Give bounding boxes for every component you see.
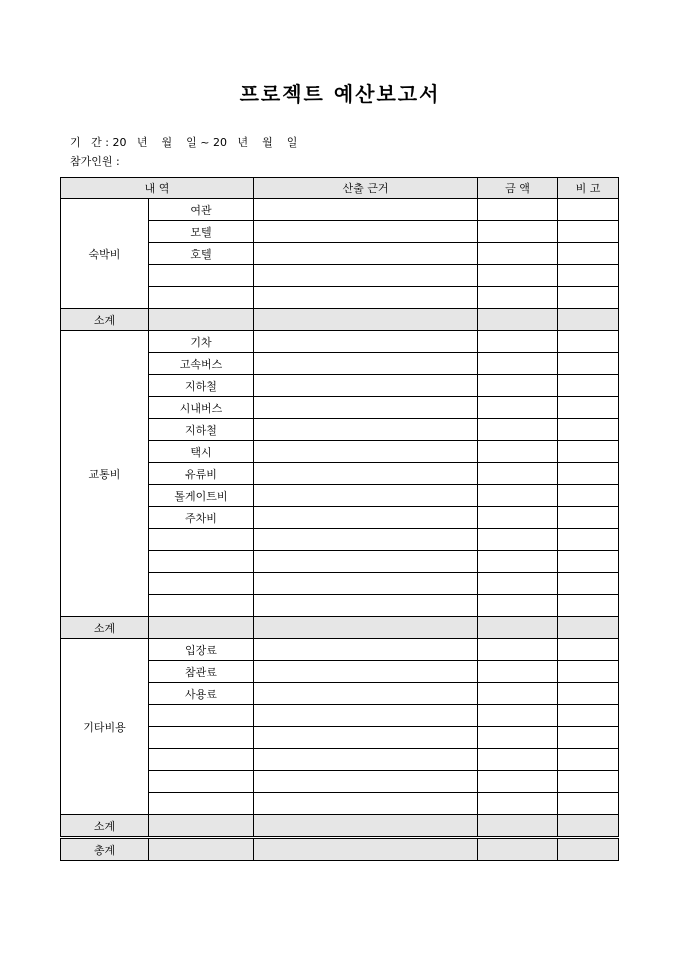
budget-body <box>61 199 619 861</box>
item-cell <box>149 705 254 727</box>
basis-cell[interactable] <box>254 507 478 529</box>
item-cell: 지하철 <box>149 419 254 441</box>
subtotal-item-cell <box>149 815 254 838</box>
note-cell[interactable] <box>558 375 619 397</box>
amount-cell[interactable] <box>478 287 558 309</box>
page-title: 프로젝트 예산보고서 <box>239 82 441 106</box>
note-cell[interactable] <box>558 287 619 309</box>
note-cell[interactable] <box>558 441 619 463</box>
subtotal-amount-cell[interactable] <box>478 815 558 838</box>
basis-cell[interactable] <box>254 485 478 507</box>
item-cell: 여관 <box>149 199 254 221</box>
basis-cell[interactable] <box>254 551 478 573</box>
basis-cell[interactable] <box>254 419 478 441</box>
item-cell: 택시 <box>149 441 254 463</box>
amount-cell[interactable] <box>478 683 558 705</box>
note-cell[interactable] <box>558 485 619 507</box>
amount-cell[interactable] <box>478 463 558 485</box>
total-basis-cell[interactable] <box>254 838 478 861</box>
basis-cell[interactable] <box>254 683 478 705</box>
note-cell[interactable] <box>558 243 619 265</box>
header-item: 내 역 <box>61 178 254 199</box>
basis-cell[interactable] <box>254 353 478 375</box>
total-amount-cell[interactable] <box>478 838 558 861</box>
basis-cell[interactable] <box>254 265 478 287</box>
amount-cell[interactable] <box>478 551 558 573</box>
note-cell[interactable] <box>558 463 619 485</box>
total-item-cell <box>149 838 254 861</box>
note-cell[interactable] <box>558 551 619 573</box>
amount-cell[interactable] <box>478 243 558 265</box>
subtotal-amount-cell[interactable] <box>478 309 558 331</box>
total-note-cell[interactable] <box>558 838 619 861</box>
basis-cell[interactable] <box>254 441 478 463</box>
subtotal-note-cell[interactable] <box>558 617 619 639</box>
item-cell: 참관료 <box>149 661 254 683</box>
subtotal-note-cell[interactable] <box>558 309 619 331</box>
basis-cell[interactable] <box>254 243 478 265</box>
header-basis: 산출 근거 <box>254 178 478 199</box>
basis-cell[interactable] <box>254 595 478 617</box>
item-cell: 유류비 <box>149 463 254 485</box>
total-label: 총계 <box>61 838 149 861</box>
item-cell <box>149 265 254 287</box>
basis-cell[interactable] <box>254 771 478 793</box>
note-cell[interactable] <box>558 331 619 353</box>
item-cell: 호텔 <box>149 243 254 265</box>
basis-cell[interactable] <box>254 331 478 353</box>
subtotal-label: 소계 <box>61 309 149 331</box>
note-cell[interactable] <box>558 507 619 529</box>
amount-cell[interactable] <box>478 793 558 815</box>
note-cell[interactable] <box>558 353 619 375</box>
note-cell[interactable] <box>558 419 619 441</box>
amount-cell[interactable] <box>478 507 558 529</box>
amount-cell[interactable] <box>478 199 558 221</box>
amount-cell[interactable] <box>478 441 558 463</box>
category-cell: 기타비용 <box>61 639 149 815</box>
basis-cell[interactable] <box>254 639 478 661</box>
note-cell[interactable] <box>558 705 619 727</box>
note-cell[interactable] <box>558 221 619 243</box>
subtotal-label: 소계 <box>61 815 149 838</box>
category-cell: 숙박비 <box>61 199 149 309</box>
item-cell: 주차비 <box>149 507 254 529</box>
note-cell[interactable] <box>558 793 619 815</box>
header-row <box>61 178 619 199</box>
subtotal-basis-cell[interactable] <box>254 309 478 331</box>
basis-cell[interactable] <box>254 375 478 397</box>
amount-cell[interactable] <box>478 661 558 683</box>
basis-cell[interactable] <box>254 199 478 221</box>
category-cell: 교통비 <box>61 331 149 617</box>
basis-cell[interactable] <box>254 749 478 771</box>
amount-cell[interactable] <box>478 397 558 419</box>
amount-cell[interactable] <box>478 595 558 617</box>
item-cell: 기차 <box>149 331 254 353</box>
table-row <box>61 639 619 661</box>
note-cell[interactable] <box>558 397 619 419</box>
item-cell <box>149 529 254 551</box>
amount-cell[interactable] <box>478 375 558 397</box>
subtotal-basis-cell[interactable] <box>254 815 478 838</box>
subtotal-row <box>61 815 619 838</box>
item-cell <box>149 595 254 617</box>
item-cell: 사용료 <box>149 683 254 705</box>
item-cell: 입장료 <box>149 639 254 661</box>
item-cell: 지하철 <box>149 375 254 397</box>
subtotal-row <box>61 617 619 639</box>
note-cell[interactable] <box>558 573 619 595</box>
amount-cell[interactable] <box>478 485 558 507</box>
participants-line: 참가인원 : <box>70 155 120 168</box>
amount-cell[interactable] <box>478 573 558 595</box>
basis-cell[interactable] <box>254 529 478 551</box>
note-cell[interactable] <box>558 661 619 683</box>
note-cell[interactable] <box>558 639 619 661</box>
note-cell[interactable] <box>558 595 619 617</box>
item-cell: 모텔 <box>149 221 254 243</box>
amount-cell[interactable] <box>478 705 558 727</box>
budget-table <box>60 177 619 861</box>
basis-cell[interactable] <box>254 661 478 683</box>
amount-cell[interactable] <box>478 419 558 441</box>
item-cell <box>149 551 254 573</box>
note-cell[interactable] <box>558 771 619 793</box>
item-cell: 톨게이트비 <box>149 485 254 507</box>
amount-cell[interactable] <box>478 353 558 375</box>
table-row <box>61 199 619 221</box>
note-cell[interactable] <box>558 529 619 551</box>
item-cell <box>149 727 254 749</box>
basis-cell[interactable] <box>254 397 478 419</box>
amount-cell[interactable] <box>478 529 558 551</box>
note-cell[interactable] <box>558 265 619 287</box>
amount-cell[interactable] <box>478 639 558 661</box>
subtotal-item-cell <box>149 309 254 331</box>
amount-cell[interactable] <box>478 727 558 749</box>
amount-cell[interactable] <box>478 331 558 353</box>
basis-cell[interactable] <box>254 463 478 485</box>
subtotal-amount-cell[interactable] <box>478 617 558 639</box>
subtotal-row <box>61 309 619 331</box>
basis-cell[interactable] <box>254 287 478 309</box>
total-row <box>61 838 619 861</box>
item-cell <box>149 287 254 309</box>
header-note: 비 고 <box>558 178 619 199</box>
note-cell[interactable] <box>558 727 619 749</box>
basis-cell[interactable] <box>254 705 478 727</box>
subtotal-note-cell[interactable] <box>558 815 619 838</box>
note-cell[interactable] <box>558 749 619 771</box>
item-cell <box>149 749 254 771</box>
basis-cell[interactable] <box>254 221 478 243</box>
subtotal-item-cell <box>149 617 254 639</box>
basis-cell[interactable] <box>254 573 478 595</box>
note-cell[interactable] <box>558 683 619 705</box>
basis-cell[interactable] <box>254 727 478 749</box>
subtotal-basis-cell[interactable] <box>254 617 478 639</box>
note-cell[interactable] <box>558 199 619 221</box>
item-cell <box>149 793 254 815</box>
item-cell <box>149 573 254 595</box>
period-line: 기 간 : 20 년 월 일 ~ 20 년 월 일 <box>70 136 298 149</box>
subtotal-label: 소계 <box>61 617 149 639</box>
amount-cell[interactable] <box>478 749 558 771</box>
item-cell: 시내버스 <box>149 397 254 419</box>
basis-cell[interactable] <box>254 793 478 815</box>
item-cell: 고속버스 <box>149 353 254 375</box>
amount-cell[interactable] <box>478 221 558 243</box>
item-cell <box>149 771 254 793</box>
amount-cell[interactable] <box>478 265 558 287</box>
amount-cell[interactable] <box>478 771 558 793</box>
table-row <box>61 331 619 353</box>
header-amount: 금 액 <box>478 178 558 199</box>
